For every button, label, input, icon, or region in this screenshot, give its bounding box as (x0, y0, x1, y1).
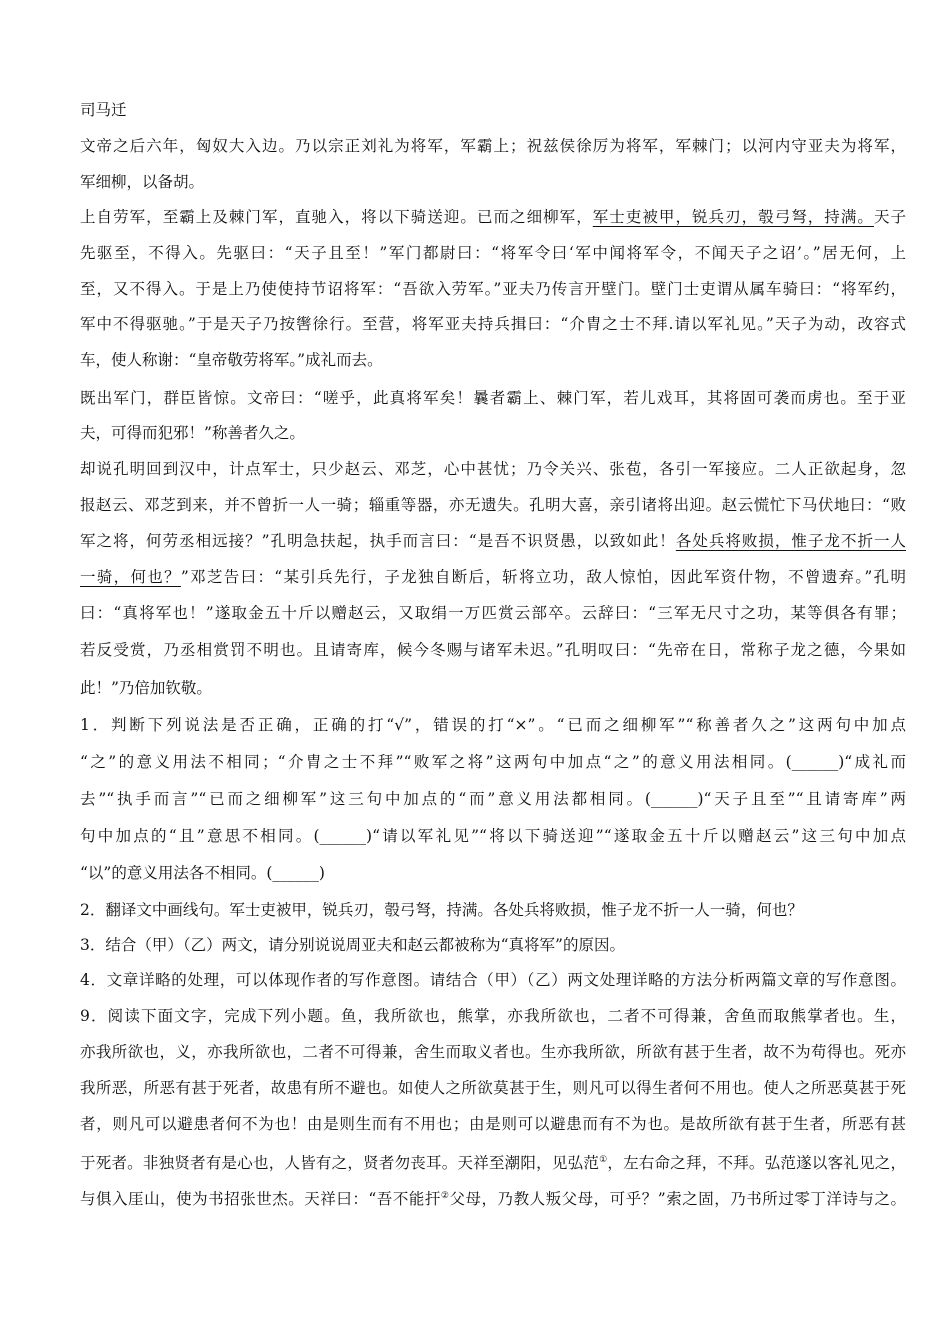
text-segment: 者，则凡可以避患者何不为也！由是则生而有不用也；由是则可以避患而有不为也。是故所欲有甚于生者，所恶有甚 (80, 1115, 906, 1133)
text-segment: 父母，乃教人叛父母，可乎？”索之固，乃书所过零丁洋诗与之。 (449, 1190, 906, 1209)
text-segment: 亦我所欲也，义，亦我所欲也，二者不可得兼，舍生而取义者也。生亦我所欲，所欲有甚于生者，故不为苟得也。死亦 (80, 1043, 906, 1061)
text-segment: 军细柳，以备胡。 (80, 173, 205, 191)
text-line (80, 279, 906, 299)
text-line (80, 207, 906, 227)
footnote-marker: ② (440, 1191, 450, 1201)
text-segment: 1．判断下列说法是否正确，正确的打“√”，错误的打“×”。“已而之细柳军”“称善者久之”这两句中加点 (80, 716, 906, 734)
text-line (80, 314, 906, 334)
text-line (80, 1042, 906, 1062)
text-segment: 与俱入厓山，使为书招张世杰。天祥曰：“吾不能扞 (80, 1190, 441, 1209)
text-line (80, 136, 906, 156)
text-line (80, 789, 906, 809)
text-segment: 报赵云、邓芝到来，并不曾折一人一骑；辎重等器，亦无遗失。孔明大喜，亲引诸将出迎。赵云慌忙下马伏地曰：“败 (80, 496, 906, 514)
text-segment: 4．文章详略的处理，可以体现作者的写作意图。请结合（甲）（乙）两文处理详略的方法分析两篇文章的写作意图。 (80, 971, 906, 989)
underlined-sentence: 军士吏被甲，锐兵刃，彀弓弩，持满。 (592, 208, 874, 226)
text-segment: 此！”乃倍加钦敬。 (80, 679, 212, 697)
text-line (80, 935, 906, 955)
text-segment: “之”的意义用法不相同；“介胄之士不拜”“败军之将”这两句中加点“之”的意义用法相同。(______)“成礼而 (80, 753, 906, 771)
text-line (80, 970, 906, 990)
text-segment: 至，又不得入。于是上乃使使持节诏将军：“吾欲入劳军。”亚夫乃传言开壁门。壁门士吏谓从属车骑曰：“将军约， (80, 280, 906, 298)
text-segment: 军之将，何劳丞相远接？”孔明急扶起，执手而言曰：“是吾不识贤愚，以致如此！ (80, 532, 676, 550)
text-segment: 文帝之后六年，匈奴大入边。乃以宗正刘礼为将军，军霸上；祝兹侯徐厉为将军，军棘门；以河内守亚夫为将军， (80, 137, 906, 155)
text-line (80, 495, 906, 515)
text-line (80, 423, 906, 443)
text-segment: 上自劳军，至霸上及棘门军，直驰入，将以下骑送迎。已而之细柳军， (80, 208, 593, 226)
text-line (80, 1186, 906, 1209)
text-line (80, 1006, 906, 1026)
text-segment: ”邓芝告曰：“某引兵先行，子龙独自断后，斩将立功，敌人惊怕，因此军资什物，不曾遗弃。”孔明 (180, 568, 906, 586)
text-line (80, 350, 906, 370)
text-segment: 先驱至，不得入。先驱曰：“天子且至！”军门都尉曰：“将军令曰‘军中闻将军令，不闻天子之诏’。”居无何，上 (80, 244, 906, 262)
text-line (80, 900, 906, 920)
text-line (80, 100, 906, 120)
text-segment: 若反受赏，乃丞相赏罚不明也。且请寄库，候今冬赐与诸军未迟。”孔明叹曰：“先帝在日，常称子龙之德，今果如 (80, 641, 906, 659)
footnote-marker: ① (599, 1155, 608, 1165)
text-segment: “以”的意义用法各不相同。(______) (80, 864, 325, 882)
text-segment: 我所恶，所恶有甚于死者，故患有所不避也。如使人之所欲莫甚于生，则凡可以得生者何不用也。使人之所恶莫甚于死 (80, 1079, 906, 1097)
text-line (80, 243, 906, 263)
text-line (80, 531, 906, 551)
text-segment: 却说孔明回到汉中，计点军士，只少赵云、邓芝，心中甚忧；乃令关兴、张苞，各引一军接应。二人正欲起身，忽 (80, 460, 906, 478)
text-segment: 既出军门，群臣皆惊。文帝曰：“嗟乎，此真将军矣！曩者霸上、棘门军，若儿戏耳，其将固可袭而虏也。至于亚 (80, 389, 906, 407)
text-line (80, 826, 906, 846)
text-line (80, 603, 906, 623)
text-segment: 3．结合（甲）（乙）两文，请分别说说周亚夫和赵云都被称为“真将军”的原因。 (80, 936, 625, 954)
text-segment: 司马迁 (80, 101, 127, 119)
text-line (80, 172, 906, 192)
text-line (80, 715, 906, 735)
text-line (80, 388, 906, 408)
text-segment: 军中不得驱驰。”于是天子乃按辔徐行。至营，将军亚夫持兵揖曰：“介胄之士不拜.请以军礼见。”天子为动，改容式 (80, 315, 906, 333)
text-segment: 天子 (873, 208, 906, 226)
text-line (80, 678, 906, 698)
text-segment: 曰：“真将军也！”遂取金五十斤以赠赵云，又取绢一万匹赏云部卒。云辞曰：“三军无尺寸之功，某等俱各有罪； (80, 604, 906, 622)
text-segment: ，左右命之拜，不拜。弘范遂以客礼见之， (607, 1154, 906, 1173)
text-line (80, 1150, 906, 1173)
text-line (80, 1078, 906, 1098)
underlined-sentence: 一骑，何也？ (80, 568, 181, 586)
text-line (80, 1114, 906, 1134)
text-segment: 夫，可得而犯邪！”称善者久之。 (80, 424, 305, 442)
text-line (80, 752, 906, 772)
text-segment: 去”“执手而言”“已而之细柳军”这三句中加点的“而”意义用法都相同。(______)“天子且至”“且请寄库”两 (80, 790, 906, 808)
text-line (80, 459, 906, 479)
text-segment: 句中加点的“且”意思不相同。(______)“请以军礼见”“将以下骑送迎”“遂取金五十斤以赠赵云”这三句中加点 (80, 827, 906, 845)
text-line (80, 567, 906, 587)
text-line (80, 640, 906, 660)
text-segment: 9．阅读下面文字，完成下列小题。鱼，我所欲也，熊掌，亦我所欲也，二者不可得兼，舍鱼而取熊掌者也。生， (80, 1007, 906, 1025)
underlined-sentence: 各处兵将败损，惟子龙不折一人 (675, 532, 906, 550)
text-segment: 车，使人称谢：“皇帝敬劳将军。”成礼而去。 (80, 351, 383, 369)
text-segment: 于死者。非独贤者有是心也，人皆有之，贤者勿丧耳。天祥至潮阳，见弘范 (80, 1154, 600, 1173)
text-line (80, 863, 906, 883)
text-segment: 2．翻译文中画线句。军士吏被甲，锐兵刃，彀弓弩，持满。各处兵将败损，惟子龙不折一人一骑，何也？ (80, 901, 803, 919)
